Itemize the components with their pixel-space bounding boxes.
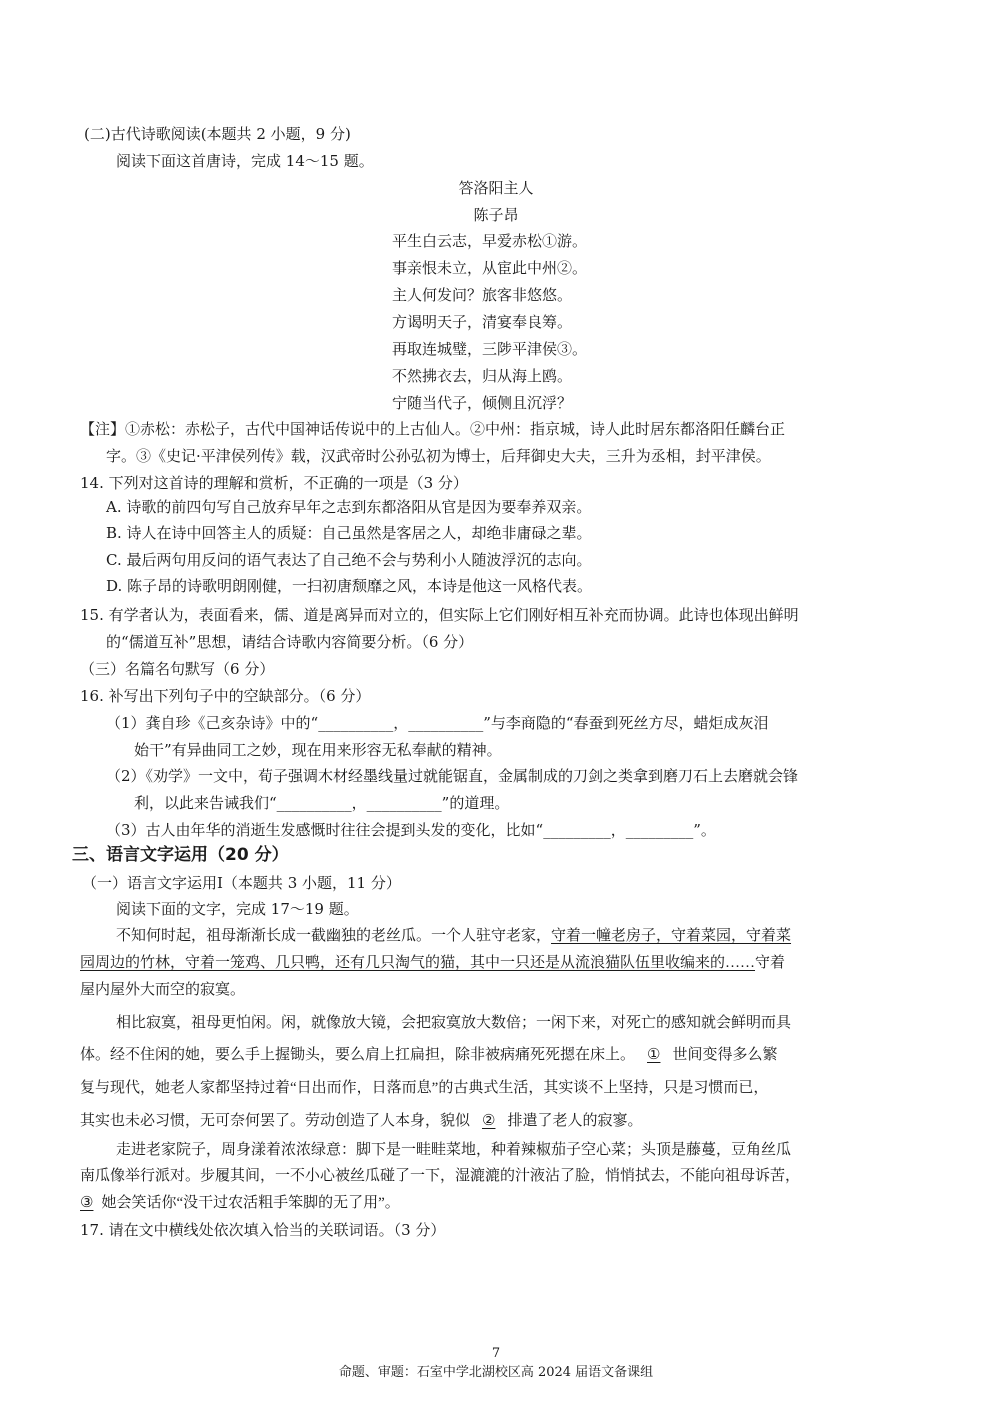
q16-item-2: （2）《劝学》一文中，荀子强调木材经墨线量过就能锯直，金属制成的刀剑之类拿到磨刀石上去磨就会锋 [106,767,799,785]
poem-line: 方谒明天子，清宴奉良筹。 [392,315,573,331]
question-15-stem: 15. 有学者认为，表面看来，儒、道是离异而对立的，但实际上它们刚好相互补充而协调。此诗也体现出鲜明 [80,606,799,624]
section-heading-poetry: (二)古代诗歌阅读(本题共 2 小题，9 分) [84,125,351,143]
passage-text: 她会笑话你“没干过农活粗手笨脚的无了用”。 [101,1195,400,1211]
passage-text: 世间变得多么繁 [672,1047,778,1063]
passage-p3-line3 [80,1193,400,1213]
passage-p1-line2 [80,953,785,973]
poem-line: 宁随当代子，倾侧且沉浮？ [392,396,573,412]
passage-text: 体。经不住闲的她，要么手上握锄头，要么肩上扛扁担，除非被病痛死死摁在床上。 [80,1047,636,1063]
reading-instruction: 阅读下面的文字，完成 17～19 题。 [116,900,359,918]
passage-text: 其实也未必习惯，无可奈何罢了。劳动创造了人本身，貌似 [80,1113,471,1129]
q14-option-a: A. 诗歌的前四句写自己放弃早年之志到东都洛阳从官是因为要奉养双亲。 [106,498,592,516]
blank-3: ③ [80,1195,94,1211]
passage-p2-line3: 复与现代，她老人家都坚持过着“日出而作，日落而息”的古典式生活，其实谈不上坚持，只是习惯而已， [80,1080,769,1096]
subsection-heading: （一）语言文字运用Ⅰ（本题共 3 小题，11 分） [82,874,401,892]
q16-item-3: （3）古人由年华的消逝生发感慨时往往会提到头发的变化，比如“_________，_________”。 [106,821,716,839]
poem-line: 再取连城璧，三陟平津侯③。 [392,342,588,358]
question-15-cont: 的“儒道互补”思想，请结合诗歌内容简要分析。（6 分） [106,633,474,651]
poem-line: 平生白云志，早爱赤松①游。 [392,234,588,250]
underlined-text: 园周边的竹林，守着一笼鸡、几只鸭，还有几只淘气的猫，其中一只还是从流浪猫队伍里收编来的…… [80,955,756,971]
q16-item-2-cont: 利，以此来告诫我们“__________，__________”的道理。 [134,794,510,812]
q14-option-d: D. 陈子昂的诗歌明朗刚健，一扫初唐颓靡之风，本诗是他这一风格代表。 [106,577,593,595]
q14-option-b: B. 诗人在诗中回答主人的质疑：自己虽然是客居之人，却绝非庸碌之辈。 [106,524,592,542]
page-number: 7 [491,1346,501,1361]
passage-text: 不知何时起，祖母渐渐长成一截幽独的老丝瓜。一个人驻守老家， [116,928,552,944]
passage-p2-line4 [80,1111,642,1131]
poetry-instruction: 阅读下面这首唐诗，完成 14～15 题。 [116,152,374,170]
section-heading-dictation: （三）名篇名句默写（6 分） [80,660,275,678]
underlined-text: 守着一幢老房子，守着菜园，守着菜 [551,928,792,944]
part-heading-language: 三、语言文字运用（20 分） [72,845,289,865]
q16-item-1: （1）龚自珍《己亥杂诗》中的“__________，__________”与李商隐的“春蚕到死丝方尽，蜡炬成灰泪 [106,714,769,732]
passage-p2-line2 [80,1045,777,1065]
question-14-stem: 14. 下列对这首诗的理解和赏析，不正确的一项是（3 分） [80,474,468,492]
blank-1: ① [647,1047,661,1063]
passage-p3-line2: 南瓜像举行派对。步履其间，一不小心被丝瓜碰了一下，湿漉漉的汁液沾了脸，悄悄拭去，不能向祖母诉苦， [80,1168,801,1184]
q14-option-c: C. 最后两句用反问的语气表达了自己绝不会与势利小人随波浮沉的志向。 [106,551,592,569]
passage-p3: 走进老家院子，周身漾着浓浓绿意：脚下是一畦畦菜地，种着辣椒茄子空心菜；头顶是藤蔓，豆角丝瓜 [116,1142,792,1158]
poem-note-cont: 字。③《史记·平津侯列传》载，汉武帝时公孙弘初为博士，后拜御史大夫，三升为丞相，封平津侯。 [106,447,771,465]
question-16-stem: 16. 补写出下列句子中的空缺部分。（6 分） [80,687,371,705]
footer-credit: 命题、审题：石室中学北湖校区高 2024 届语文备课组 [338,1365,654,1380]
poem-line: 主人何发问？旅客非悠悠。 [392,288,573,304]
poem-title: 答洛阳主人 [458,179,534,197]
poem-author: 陈子昂 [473,206,519,224]
passage-p2: 相比寂寞，祖母更怕闲。闲，就像放大镜，会把寂寞放大数倍；一闲下来，对死亡的感知就会鲜明而具 [116,1015,792,1031]
passage-p1-line3: 屋内屋外大而空的寂寞。 [80,982,246,998]
poem-line: 不然拂衣去，归从海上鸥。 [392,369,573,385]
blank-2: ② [482,1113,496,1129]
poem-line: 事亲恨未立，从宦此中州②。 [392,261,588,277]
poem-note: 【注】①赤松：赤松子，古代中国神话传说中的上古仙人。②中州：指京城，诗人此时居东都洛阳任麟台正 [80,420,786,438]
passage-text: 守着 [755,955,786,971]
question-17-stem: 17. 请在文中横线处依次填入恰当的关联词语。（3 分） [80,1221,446,1239]
passage-p1 [116,926,791,946]
passage-text: 排遣了老人的寂寥。 [507,1113,643,1129]
q16-item-1-cont: 始干”有异曲同工之妙，现在用来形容无私奉献的精神。 [134,741,502,759]
